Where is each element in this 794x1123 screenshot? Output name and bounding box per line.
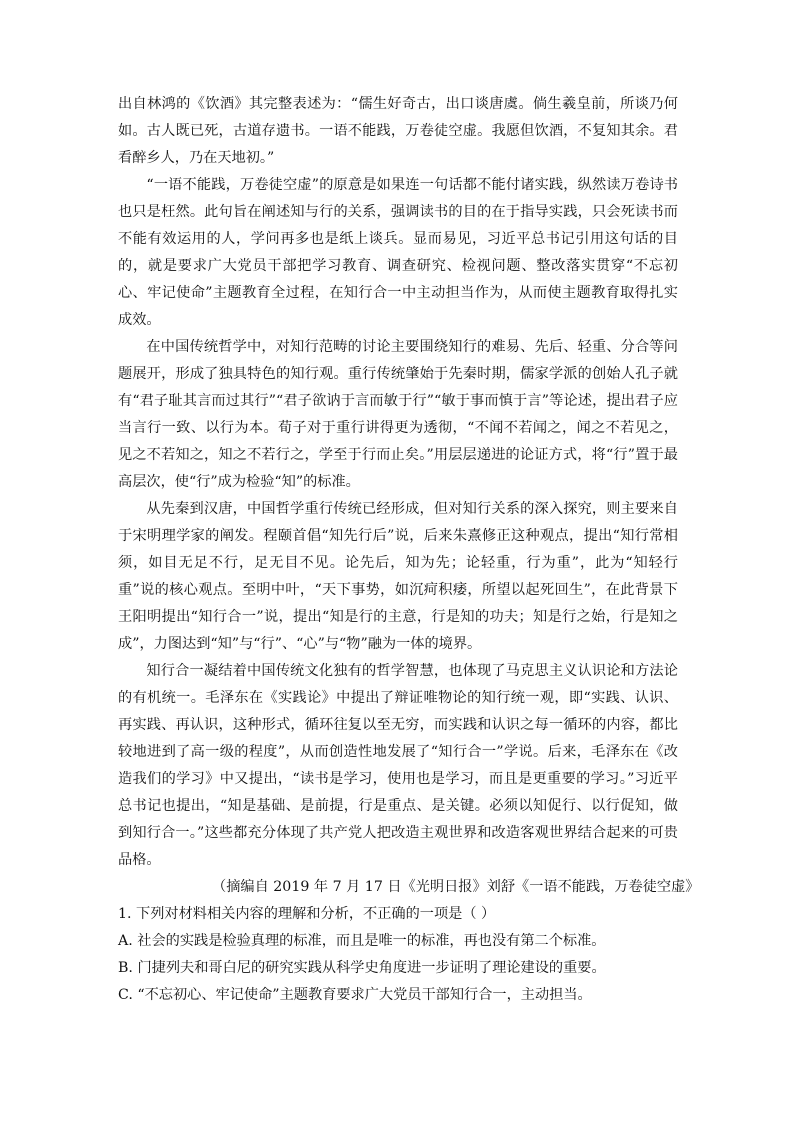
option-b: B. 门捷列夫和哥白尼的研究实践从科学史角度进一步证明了理论建设的重要。 (118, 960, 606, 976)
article-source: （摘编自 2019 年 7 月 17 日《光明日报》刘舒《一语不能践，万卷徒空虚》 (212, 879, 700, 895)
paragraph-marxist-epistemology: 知行合一凝结着中国传统文化独有的哲学智慧，也体现了马克思主义认识论和方法论的有机统一。毛泽东在《实践论》中提出了辩证唯物论的知行统一观，即“实践、认识、再实践、再认识，这种形式，循环往复以至无穷，而实践和认识之每一循环的内容，都比较地进到了高一级的程度”，从而创造性地发展了“知行合一”学说。后来，毛泽东在《改造我们的学习》中又提出，“读书是学习，使用也是学习，而且是更重要的学习。”习近平总书记也提出，“知是基础、是前提，行是重点、是关键。必须以知促行、以行促知，做到知行合一。”这些都充分体现了共产党人把改造主观世界和改造客观世界结合起来的可贵品格。 (118, 663, 678, 868)
paragraph-poem-quote: 出自林鸿的《饮酒》其完整表述为：“儒生好奇古，出口谈唐虞。倘生羲皇前，所谈乃何如。古人既已死，古道存遗书。一语不能践，万卷徒空虚。我愿但饮酒，不复知其余。君看醉乡人，乃在天地初。” (118, 96, 678, 166)
paragraph-explanation: “一语不能践，万卷徒空虚”的原意是如果连一句话都不能付诸实践，纵然读万卷诗书也只是枉然。此句旨在阐述知与行的关系，强调读书的目的在于指导实践，只会死读书而不能有效运用的人，学问再多也是纸上谈兵。显而易见，习近平总书记引用这句话的目的，就是要求广大党员干部把学习教育、调查研究、检视问题、整改落实贯穿“不忘初心、牢记使命”主题教育全过程，在知行合一中主动担当作为，从而使主题教育取得扎实成效。 (118, 177, 678, 328)
question-stem: 1. 下列对材料相关内容的理解和分析，不正确的一项是（ ） (118, 906, 496, 922)
option-a: A. 社会的实践是检验真理的标准，而且是唯一的标准，再也没有第二个标准。 (118, 933, 606, 949)
document-page (118, 91, 700, 1009)
option-c: C. “不忘初心、牢记使命”主题教育要求广大党员干部知行合一，主动担当。 (118, 987, 592, 1003)
paragraph-song-ming-neo-confucian: 从先秦到汉唐，中国哲学重行传统已经形成，但对知行关系的深入探究，则主要来自于宋明理学家的阐发。程颐首倡“知先行后”说，后来朱熹修正这种观点，提出“知行常相须，如目无足不行，足无目不见。论先后，知为先；论轻重，行为重”，此为“知轻行重”说的核心观点。至明中叶，“天下事势，如沉疴积痿，所望以起死回生”，在此背景下王阳明提出“知行合一”说，提出“知是行的主意，行是知的功夫；知是行之始，行是知之成”，力图达到“知”与“行”、“心”与“物”融为一体的境界。 (118, 501, 678, 652)
paragraph-traditional-philosophy: 在中国传统哲学中，对知行范畴的讨论主要围绕知行的难易、先后、轻重、分合等问题展开，形成了独具特色的知行观。重行传统肇始于先秦时期，儒家学派的创始人孔子就有“君子耻其言而过其行”“君子欲讷于言而敏于行”“敏于事而慎于言”等论述，提出君子应当言行一致、以行为本。荀子对于重行讲得更为透彻，“不闻不若闻之，闻之不若见之，见之不若知之，知之不若行之，学至于行而止矣。”用层层递进的论证方式，将“行”置于最高层次，使“行”成为检验“知”的标准。 (118, 339, 678, 490)
